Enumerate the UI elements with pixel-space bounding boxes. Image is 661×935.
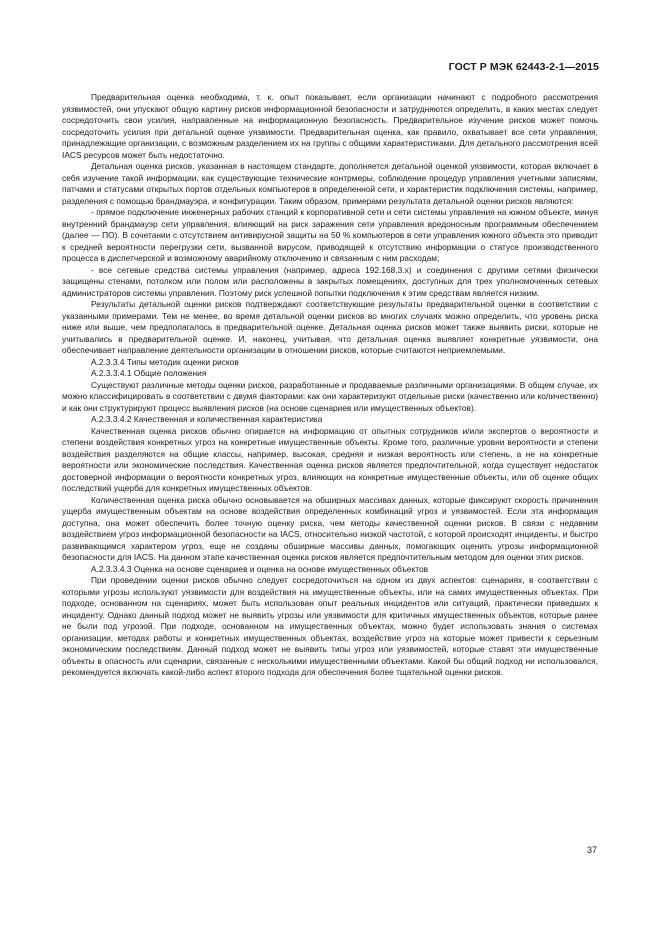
paragraph-detailed-results: Результаты детальной оценки рисков подтверждают соответствующие результаты предварительной оценки в соответствии с указанными примерами. Тем не менее, во время детальной оценки рисков во многих случаях можно определить, что уровень риска ниже или выше, чем предполагалось в предварительной оценке. Детальная оценка рисков может также выявить риски, которые не учитывались в предварительной оценке. И, наконец, учитывая, что детальная оценка выявляет конкретные уязвимости, она обеспечивает направление деятельности организации в отношении рисков, которые считаются неприемлемыми. [62,299,598,355]
page-number: 37 [586,845,597,855]
paragraph-detailed-assessment: Детальная оценка рисков, указанная в настоящем стандарте, дополняется детальной оценкой уязвимости, которая включает в себя изучение такой информации, как существующие технические контрмеры, соблюдение процедур управления учетными записями, патчами и статусами открытых портов отдельных компьютеров в определенной сети, и характеристик подключения системы, например, разделения с помощью брандмауэра, и конфигурации. Таким образом, примерами результата детальной оценки рисков являются: [62,161,598,206]
body-text [62,92,598,679]
paragraph-quantitative: Количественная оценка риска обычно основывается на обширных массивах данных, которые фиксируют скорость причинения ущерба имущественным объектам на основе воздействия определенных комбинаций угроз и уязвимостей. Если эта информация доступна, она может обеспечить более точную оценку риска, чем методы качественной оценки рисков. В связи с недавним воздействием угроз информационной безопасности на IACS, относительно низкой частотой, с которой происходят инциденты, и быстро развивающимся характером угроз, еще не созданы обширные массивы данных, помогающих оценить угрозы информационной безопасности для IACS. На данном этапе качественная оценка рисков является предпочтительным методом для оценки этих рисков. [62,494,598,562]
document-header: ГОСТ Р МЭК 62443-2-1—2015 [448,61,599,73]
section-heading-a233342: А.2.3.3.4.2 Качественная и количественная характеристика [91,414,323,424]
paragraph-preliminary-assessment: Предварительная оценка необходима, т. к. опыт показывает, если организации начинают с подробного рассмотрения уязвимостей, они упускают общую картину рисков информационной безопасности и затрудняются определить, в каких местах следует сосредоточить свои усилия, направленные на информационную безопасность. Предварительное изучение рисков может помочь сосредоточить усилия при детальной оценке уязвимости. Предварительная оценка, как правило, охватывает все сети управления, принадлежащие организации, с возможным разделением их на группы с общими характеристиками. Для детального рассмотрения всей IACS ресурсов может быть недостаточно. [62,92,598,160]
paragraph-methods-classification: Существуют различные методы оценки рисков, разработанные и продаваемые различными организациями. В общем случае, их можно классифицировать в соответствии с двумя факторами: как они характеризуют отдельные риски (качественно или количественно) и как они структурируют процесс выявления рисков (на основе сценариев или имущественных объектов). [62,379,598,413]
paragraph-qualitative: Качественная оценка рисков обычно опирается на информацию от опытных сотрудников и/или экспертов о вероятности и степени воздействия конкретных угроз на конкретные имущественные объекты. Кроме того, различные уровни вероятности и степени воздействия разделяются на общие классы, например, высокая, средняя и низкая вероятность или степень, а не на конкретные вероятности или экономические последствия. Качественная оценка рисков является предпочтительной, когда существует недостаток достоверной информации о вероятности конкретных угроз, влияющих на конкретные имущественные объекты, или об оценке общих последствий ущерба для конкретных имущественных объектов. [62,425,598,493]
section-heading-a233343: А.2.3.3.4.3 Оценка на основе сценариев и оценка на основе имущественных объектов [91,563,429,574]
section-heading-a233341: А.2.3.3.4.1 Общие положения [91,368,207,378]
list-item-network-means: - все сетевые средства системы управления (например, адреса 192.168.3.x) и соединения с другими сетями физически защищены стенами, потолком или полом или расположены в закрытых помещениях, доступных для трех уполномоченных сетевых администраторов системы управления. Поэтому риск успешной попытки подключения к этим средствам является низким. [62,264,598,298]
section-heading-a23334: А.2.3.3.4 Типы методик оценки рисков [91,356,239,367]
paragraph-scenario-asset: При проведении оценки рисков обычно следует сосредоточиться на одном из двух аспектов: сценариях, в соответствии с которыми угрозы используют уязвимости для воздействия на имущественные объекты, или на самих имущественных объектах. При подходе, основанном на сценариях, может быть использован опыт реальных инцидентов или ситуаций, практически приведших к инциденту. Однако данный подход может не выявить угрозы или уязвимости для критичных имущественных объектов, которые ранее не были под угрозой. При подходе, основанном на имущественных объектах, можно будет использовать знания о системах организации, методах работы и конкретных имущественных объектах, воздействие угроз на которые может привести к серьезным экономическим последствиям. Данный подход может не выявить типы угроз или уязвимостей, которые ставят эти имущественные объекты в опасность или сценарии, связанные с несколькими имущественными объектами. Какой бы общий подход ни использовался, рекомендуется включать какой-либо аспект второго подхода для обеспечения более тщательной оценки рисков. [62,575,598,677]
list-item-engineering-workstations: - прямое подключение инженерных рабочих станций к корпоративной сети и сети системы управления на южном объекте, минуя внутренний брандмауэр сети управления, влияющий на риск заражения сети управления вредоносным программным обеспечением (далее — ПО). В сочетании с отсутствием антивирусной защиты на 50 % компьютеров в сети управления южного объекта это приводит к средней вероятности перегрузки сети, вызванной вирусом, приводящей к отсутствию информации о статусе производственного процесса в диспетчерской и возможному аварийному отключению и связанным с ним расходам; [62,207,598,263]
